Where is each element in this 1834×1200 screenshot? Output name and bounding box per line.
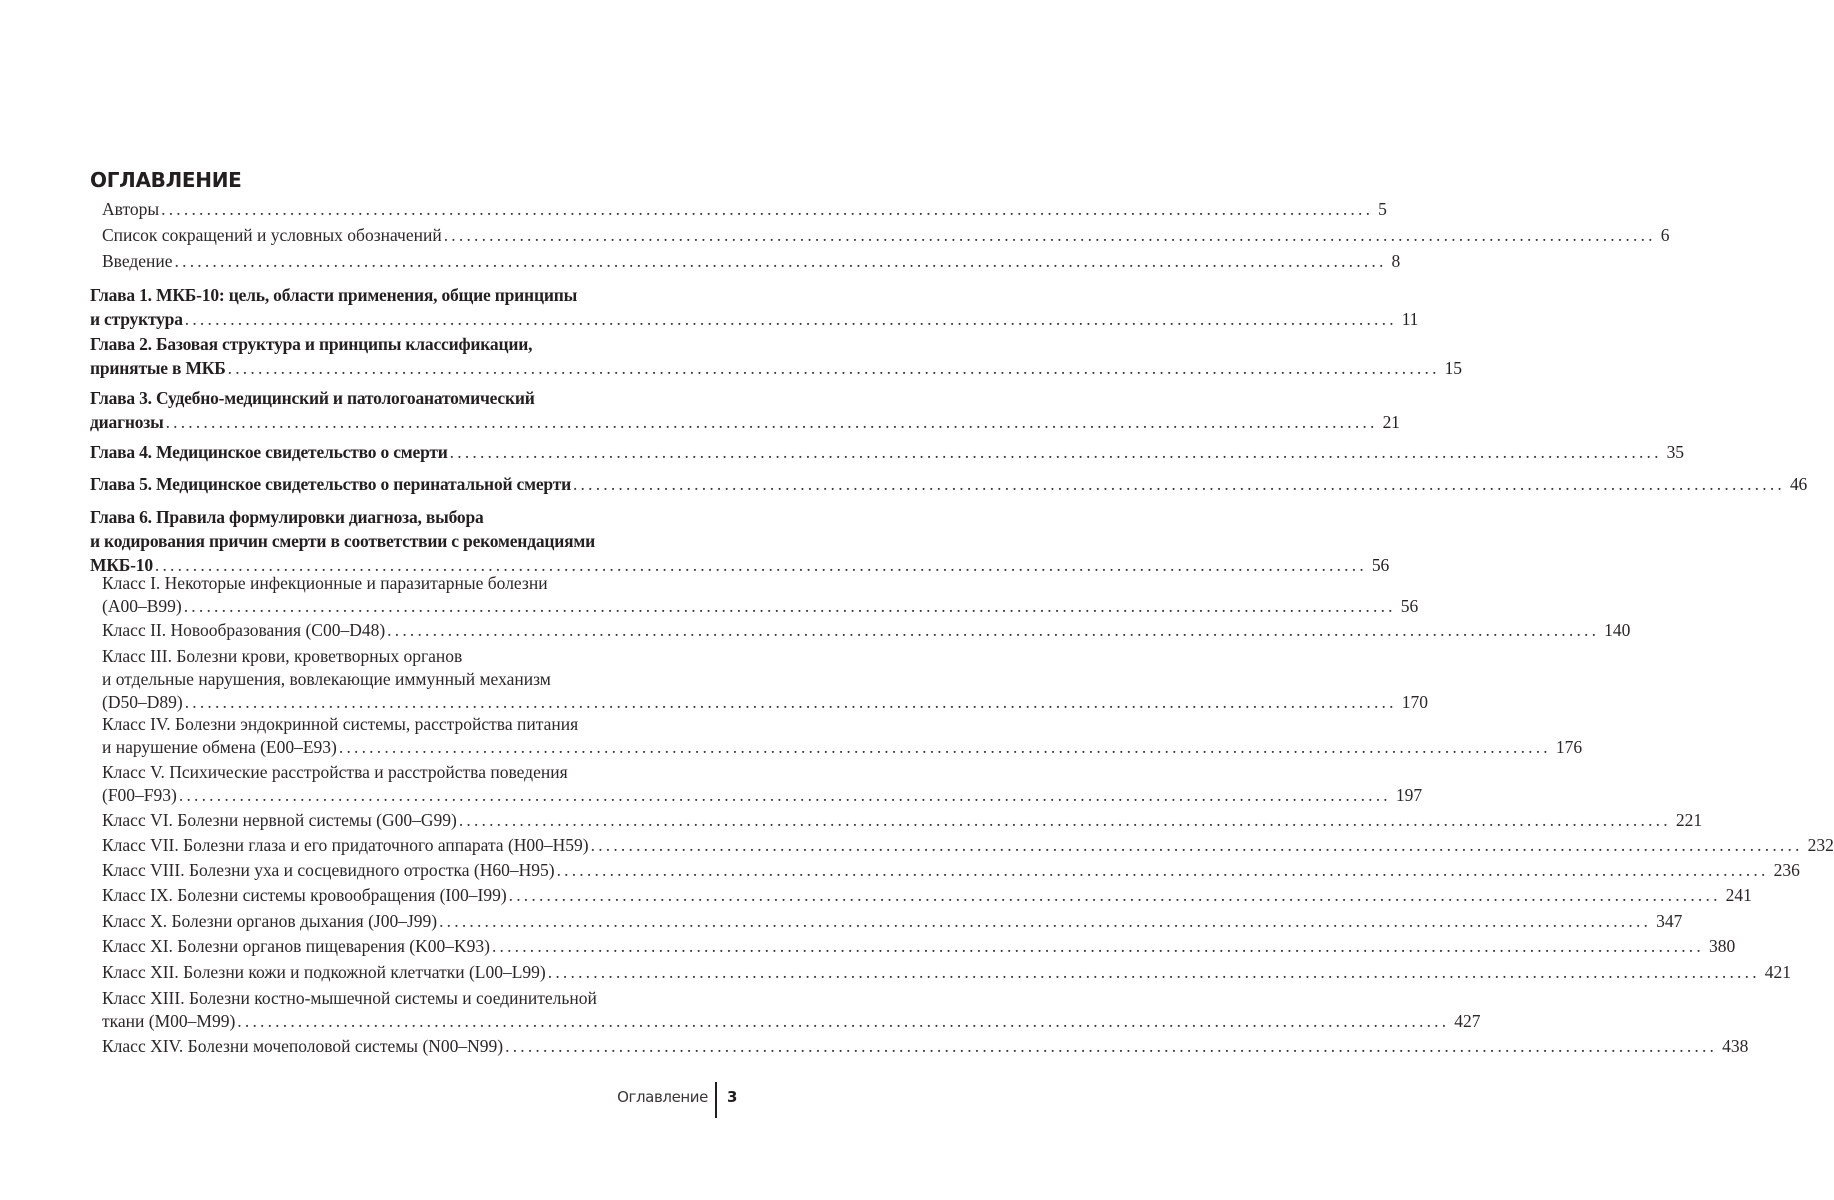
toc-entry-title-line: принятые в МКБ bbox=[90, 358, 226, 378]
dot-leader: ................................................................................................................................................................ bbox=[154, 555, 1367, 575]
toc-chapter-entry[interactable] bbox=[90, 473, 1808, 496]
toc-entry-title-line: (D50–D89) bbox=[102, 692, 183, 712]
dot-leader: ................................................................................................................................................................ bbox=[183, 596, 1396, 616]
toc-entry-title-line: Глава 6. Правила формулировки диагноза, выбора bbox=[90, 507, 484, 527]
toc-page-number: 197 bbox=[1395, 785, 1423, 805]
toc-entry-last-line bbox=[90, 307, 1419, 331]
page-number: 3 bbox=[727, 1088, 738, 1106]
toc-entry-last-line bbox=[102, 1010, 1481, 1033]
footer-divider bbox=[715, 1082, 717, 1118]
toc-page-number: 56 bbox=[1371, 555, 1390, 575]
toc-entry-title-line: Глава 2. Базовая структура и принципы классификации, bbox=[90, 334, 533, 354]
toc-class-entry[interactable] bbox=[102, 910, 1683, 933]
toc-class-entry[interactable] bbox=[102, 935, 1736, 958]
toc-page-number: 46 bbox=[1789, 474, 1808, 494]
toc-class-entry[interactable] bbox=[102, 809, 1703, 832]
dot-leader: ................................................................................................................................................................ bbox=[227, 358, 1440, 378]
toc-page-number: 236 bbox=[1773, 860, 1800, 880]
dot-leader: ................................................................................................................................................................ bbox=[508, 885, 1721, 905]
toc-entry-last-line bbox=[102, 834, 1834, 857]
toc-entry-title-line: Класс XI. Болезни органов пищеварения (K00–K93) bbox=[102, 936, 490, 956]
dot-leader: ................................................................................................................................................................ bbox=[237, 1011, 1450, 1031]
toc-entry-last-line bbox=[102, 935, 1736, 958]
toc-entry-last-line bbox=[102, 884, 1752, 907]
toc-entry-last-line bbox=[102, 736, 1583, 759]
toc-class-entry[interactable] bbox=[102, 761, 1423, 807]
toc-front-entry[interactable] bbox=[102, 250, 1401, 273]
dot-leader: ................................................................................................................................................................ bbox=[174, 251, 1387, 271]
toc-entry-last-line bbox=[102, 250, 1401, 273]
toc-entry-last-line bbox=[102, 809, 1703, 832]
toc-entry-last-line bbox=[90, 410, 1400, 434]
toc-class-entry[interactable] bbox=[102, 1035, 1749, 1058]
toc-entry-title-line: Введение bbox=[102, 251, 173, 271]
toc-front-entry[interactable] bbox=[102, 224, 1670, 247]
toc-entry-title-line: Класс V. Психические расстройства и расстройства поведения bbox=[102, 762, 568, 782]
toc-page-number: 56 bbox=[1400, 596, 1419, 616]
toc-entry-last-line bbox=[102, 619, 1631, 642]
toc-entry-title-line: диагнозы bbox=[90, 412, 164, 432]
toc-page-number: 421 bbox=[1764, 962, 1792, 982]
toc-class-entry[interactable] bbox=[102, 619, 1631, 642]
toc-page-number: 15 bbox=[1444, 358, 1462, 378]
toc-page-number: 241 bbox=[1725, 885, 1752, 905]
toc-page-number: 438 bbox=[1722, 1036, 1749, 1056]
toc-entry-title-line: Глава 5. Медицинское свидетельство о перинатальной смерти bbox=[90, 474, 571, 494]
dot-leader: ................................................................................................................................................................ bbox=[184, 309, 1397, 329]
toc-page-number: 170 bbox=[1401, 692, 1428, 712]
toc-entry-title-line: и кодирования причин смерти в соответствии с рекомендациями bbox=[90, 531, 596, 551]
dot-leader: ................................................................................................................................................................ bbox=[178, 785, 1391, 805]
toc-entry-title-line: Класс VII. Болезни глаза и его придаточного аппарата (H00–H59) bbox=[102, 835, 589, 855]
toc-class-entry[interactable] bbox=[102, 645, 1428, 714]
toc-entry-title-line: (F00–F93) bbox=[102, 785, 177, 805]
toc-page-number: 8 bbox=[1391, 251, 1401, 271]
toc-class-entry[interactable] bbox=[102, 713, 1583, 759]
toc-page-number: 347 bbox=[1656, 911, 1683, 931]
toc-page-number: 176 bbox=[1555, 737, 1583, 757]
toc-page-number: 11 bbox=[1401, 309, 1419, 329]
toc-entry-last-line bbox=[102, 961, 1792, 984]
toc-entry-last-line bbox=[102, 859, 1800, 882]
dot-leader: ................................................................................................................................................................ bbox=[165, 412, 1378, 432]
toc-entry-last-line bbox=[102, 691, 1428, 714]
toc-entry-title-line: Глава 4. Медицинское свидетельство о смерти bbox=[90, 442, 448, 462]
toc-page-number: 427 bbox=[1454, 1011, 1481, 1031]
toc-class-entry[interactable] bbox=[102, 961, 1792, 984]
toc-entry-title-line: Класс I. Некоторые инфекционные и паразитарные болезни bbox=[102, 573, 548, 593]
dot-leader: ................................................................................................................................................................ bbox=[491, 936, 1704, 956]
running-footer-section: Оглавление bbox=[617, 1088, 708, 1106]
toc-entry-last-line bbox=[102, 1035, 1749, 1058]
dot-leader: ................................................................................................................................................................ bbox=[590, 835, 1803, 855]
toc-entry-title-line: Класс VIII. Болезни уха и сосцевидного отростка (H60–H95) bbox=[102, 860, 555, 880]
dot-leader: ................................................................................................................................................................ bbox=[572, 474, 1785, 494]
toc-chapter-entry[interactable] bbox=[90, 283, 1419, 331]
dot-leader: ................................................................................................................................................................ bbox=[505, 1036, 1718, 1056]
dot-leader: ................................................................................................................................................................ bbox=[443, 225, 1656, 245]
toc-page-number: 140 bbox=[1604, 620, 1631, 640]
toc-entry-title-line: Класс X. Болезни органов дыхания (J00–J99) bbox=[102, 911, 438, 931]
toc-entry-last-line bbox=[90, 441, 1684, 464]
toc-page-number: 380 bbox=[1708, 936, 1736, 956]
dot-leader: ................................................................................................................................................................ bbox=[458, 810, 1671, 830]
toc-chapter-entry[interactable] bbox=[90, 332, 1462, 380]
dot-leader: ................................................................................................................................................................ bbox=[439, 911, 1652, 931]
toc-entry-title-line: и нарушение обмена (E00–E93) bbox=[102, 737, 337, 757]
toc-entry-title-line: Глава 1. МКБ-10: цель, области применения, общие принципы bbox=[90, 285, 578, 305]
toc-chapter-entry[interactable] bbox=[90, 441, 1684, 464]
toc-entry-title-line: Класс XIII. Болезни костно-мышечной системы и соединительной bbox=[102, 988, 597, 1008]
toc-chapter-entry[interactable] bbox=[90, 386, 1400, 434]
dot-leader: ................................................................................................................................................................ bbox=[338, 737, 1551, 757]
toc-chapter-entry[interactable] bbox=[90, 505, 1390, 577]
toc-entry-title-line: Класс IX. Болезни системы кровообращения (I00–I99) bbox=[102, 885, 507, 905]
page-footer bbox=[0, 1080, 822, 1120]
toc-entry-title-line: Класс II. Новообразования (C00–D48) bbox=[102, 620, 386, 640]
toc-class-entry[interactable] bbox=[102, 859, 1800, 882]
toc-entry-title-line: Авторы bbox=[102, 199, 160, 219]
toc-entry-title-line: Класс XIV. Болезни мочеполовой системы (N00–N99) bbox=[102, 1036, 504, 1056]
toc-entry-title-line: Класс IV. Болезни эндокринной системы, расстройства питания bbox=[102, 714, 579, 734]
toc-entry-title-line: ткани (M00–M99) bbox=[102, 1011, 236, 1031]
toc-class-entry[interactable] bbox=[102, 834, 1834, 857]
dot-leader: ................................................................................................................................................................ bbox=[161, 199, 1374, 219]
toc-entry-title-line: Глава 3. Судебно-медицинский и патологоанатомический bbox=[90, 388, 535, 408]
toc-class-entry[interactable] bbox=[102, 572, 1419, 618]
toc-entry-last-line bbox=[102, 198, 1387, 221]
toc-entry-title-line: Список сокращений и условных обозначений bbox=[102, 225, 442, 245]
dot-leader: ................................................................................................................................................................ bbox=[547, 962, 1760, 982]
dot-leader: ................................................................................................................................................................ bbox=[184, 692, 1397, 712]
toc-page-number: 232 bbox=[1807, 835, 1834, 855]
toc-entry-title-line: Класс XII. Болезни кожи и подкожной клетчатки (L00–L99) bbox=[102, 962, 546, 982]
toc-page-number: 35 bbox=[1666, 442, 1684, 462]
toc-entry-last-line bbox=[90, 473, 1808, 496]
toc-entry-title-line: Класс VI. Болезни нервной системы (G00–G99) bbox=[102, 810, 457, 830]
toc-entry-last-line bbox=[102, 784, 1423, 807]
toc-entry-last-line bbox=[102, 224, 1670, 247]
toc-entry-title-line: и структура bbox=[90, 309, 183, 329]
toc-entry-title-line: (A00–B99) bbox=[102, 596, 182, 616]
dot-leader: ................................................................................................................................................................ bbox=[387, 620, 1600, 640]
toc-entry-title-line: и отдельные нарушения, вовлекающие иммунный механизм bbox=[102, 669, 551, 689]
toc-page-number: 21 bbox=[1382, 412, 1400, 432]
toc-front-entry[interactable] bbox=[102, 198, 1387, 221]
toc-entry-title-line: Класс III. Болезни крови, кроветворных органов bbox=[102, 646, 463, 666]
toc-entry-title-line: МКБ-10 bbox=[90, 555, 153, 575]
toc-class-entry[interactable] bbox=[102, 884, 1752, 907]
dot-leader: ................................................................................................................................................................ bbox=[449, 442, 1662, 462]
toc-entry-last-line bbox=[102, 595, 1419, 618]
toc-page-number: 6 bbox=[1660, 225, 1670, 245]
toc-entry-last-line bbox=[90, 356, 1462, 380]
toc-heading: ОГЛАВЛЕНИЕ bbox=[90, 168, 242, 192]
toc-page-number: 221 bbox=[1675, 810, 1703, 830]
dot-leader: ................................................................................................................................................................ bbox=[556, 860, 1769, 880]
toc-page-number: 5 bbox=[1378, 199, 1387, 219]
toc-entry-last-line bbox=[102, 910, 1683, 933]
toc-class-entry[interactable] bbox=[102, 987, 1481, 1033]
